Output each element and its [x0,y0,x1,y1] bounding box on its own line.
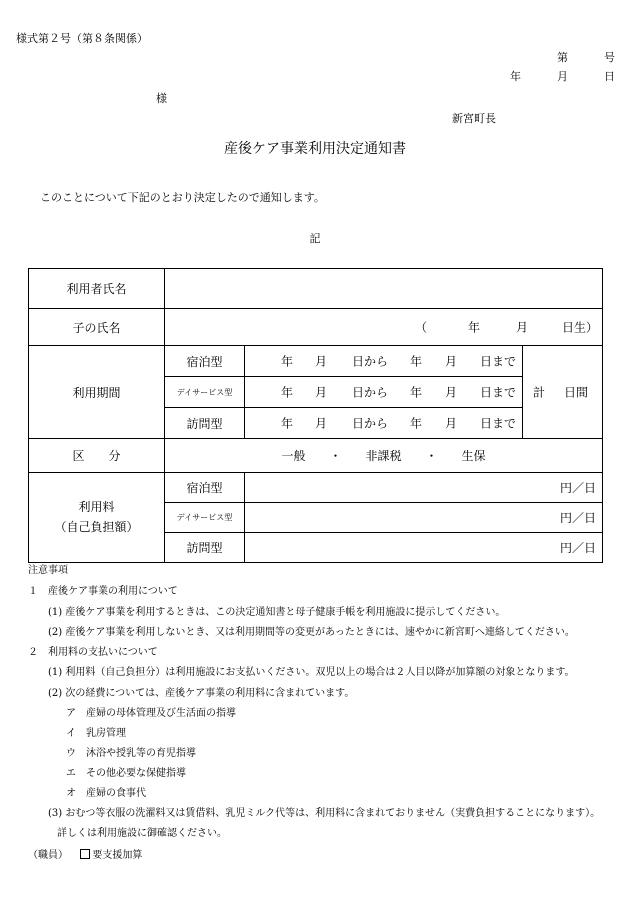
period-houmon [245,408,523,439]
doc-number-label-go: 号 [604,51,615,64]
type-shukuhaku: 宿泊型 [165,346,245,377]
issuer-name: 新宮町長 [452,112,496,125]
document-title: 産後ケア事業利用決定通知書 [224,141,406,157]
user-name-label: 利用者氏名 [29,269,165,309]
period-month: 月 [315,385,328,400]
type-houmon: 訪問型 [165,408,245,439]
period-from: 日から [352,354,389,369]
ki-label: 記 [309,232,321,245]
note-2-2-o: オ 産婦の食事代 [66,788,146,799]
period-shukuhaku [245,346,523,377]
decision-table [28,268,603,563]
kubun-values: 一般 ・ 非課税 ・ 生保 [165,439,603,473]
period-year: 年 [410,354,423,369]
note-1-1: (1) 産後ケア事業を利用するときは、この決定通知書と母子健康手帳を利用施設に提示してください。 [48,607,506,618]
child-name-label: 子の氏名 [29,309,165,346]
fee-label-line2: （自己負担額） [54,519,139,534]
fee-label-line1: 利用料 [78,500,115,515]
fee-shukuhaku-unit: 円／日 [245,473,603,503]
note-2-2-a: ア 産婦の母体管理及び生活面の指導 [66,708,236,719]
fee-houmon-unit: 円／日 [245,533,603,563]
note-2-3-cont: 詳しくは利用施設に御確認ください。 [57,828,227,839]
note-2-2-i: イ 乳房管理 [66,728,126,739]
period-month: 月 [445,385,458,400]
date-day-label: 日 [604,70,615,83]
child-birth-day: 日生） [562,320,599,335]
note-2-2-e: エ その他必要な保健指導 [66,768,186,779]
child-name-cell [165,309,603,346]
child-birth-month: 月 [516,320,529,335]
period-month: 月 [445,354,458,369]
note-2-1: (1) 利用料（自己負担分）は利用施設にお支払いください。双児以上の場合は２人目以降が加算額の対象となります。 [48,667,575,678]
user-name-value [165,269,603,309]
note-2-2: (2) 次の経費については、産後ケア事業の利用料に含まれています。 [48,688,355,699]
addressee-suffix: 様 [156,92,167,105]
note-section-1: １ 産後ケア事業の利用について [28,586,178,597]
staff-label: （職員） [28,850,68,861]
note-1-2: (2) 産後ケア事業を利用しないとき、又は利用期間等の変更があったときには、速やかに新宮町へ連絡してください。 [48,627,575,638]
intro-text: このことについて下記のとおり決定したので通知します。 [40,191,325,204]
period-year: 年 [281,385,294,400]
fee-dayservice-unit: 円／日 [245,503,603,533]
child-birth-year: 年 [468,320,481,335]
fee-type-dayservice: デイサービス型 [165,503,245,533]
note-2-2-u: ウ 沐浴や授乳等の育児指導 [66,748,196,759]
period-month: 月 [445,416,458,431]
support-addition-label: 要支援加算 [92,850,143,861]
period-from: 日から [352,385,389,400]
type-dayservice: デイサービス型 [165,377,245,408]
date-month-label: 月 [557,70,568,83]
period-month: 月 [315,354,328,369]
period-month: 月 [315,416,328,431]
period-year: 年 [281,416,294,431]
fee-label [29,473,165,563]
support-addition-checkbox[interactable] [80,849,90,859]
period-year: 年 [281,354,294,369]
notes-heading: 注意事項 [28,565,68,576]
period-label: 利用期間 [29,346,165,439]
fee-type-shukuhaku: 宿泊型 [165,473,245,503]
period-year: 年 [410,385,423,400]
period-year: 年 [410,416,423,431]
period-from: 日から [352,416,389,431]
period-dayservice [245,377,523,408]
total-kei: 計 [533,385,546,400]
child-birth-open: （ [415,320,428,335]
form-number: 様式第２号（第８条関係） [16,32,148,45]
date-year-label: 年 [510,70,521,83]
period-until: 日まで [480,385,517,400]
total-days: 日間 [564,385,589,400]
period-until: 日まで [480,354,517,369]
period-total [523,346,603,439]
kubun-label: 区 分 [29,439,165,473]
note-section-2: ２ 利用料の支払いについて [28,647,158,658]
doc-number-label-dai: 第 [557,51,568,64]
fee-type-houmon: 訪問型 [165,533,245,563]
note-2-3: (3) おむつ等衣服の洗濯料又は賃借料、乳児ミルク代等は、利用料に含まれておりません（実費負担することになります）。 [48,808,601,819]
staff-line [28,849,142,861]
period-until: 日まで [480,416,517,431]
